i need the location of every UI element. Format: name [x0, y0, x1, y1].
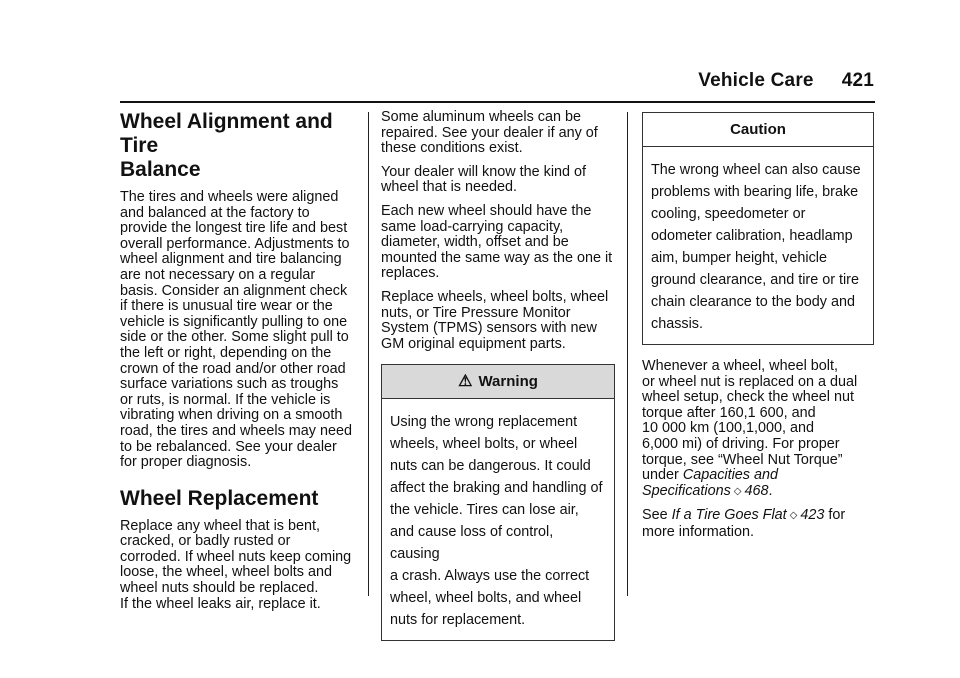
text-line: or ruts, is normal. If the vehicle is — [120, 391, 331, 408]
text-line: cooling, speedometer or — [651, 206, 806, 222]
text-line: diameter, width, offset and be — [381, 234, 569, 251]
load-capacity-paragraph — [381, 204, 615, 282]
text-line: 10 000 km (100,1,000, and — [642, 420, 815, 437]
text-line: problems with bearing life, brake — [651, 184, 859, 200]
replacement-paragraph — [120, 519, 358, 613]
heading-line: Wheel Alignment and Tire — [120, 110, 333, 157]
text-line: for proper diagnosis. — [120, 454, 252, 471]
text-line: vehicle is significantly pulling to one — [120, 313, 348, 330]
text-line: Replace any wheel that is bent, — [120, 517, 320, 534]
sentence-end: . — [768, 482, 773, 499]
text-line: surface variations such as troughs — [120, 376, 339, 393]
warning-icon: ⚠ — [458, 373, 473, 391]
text-line: same load-carrying capacity, — [381, 218, 564, 235]
warning-body — [382, 399, 614, 640]
text-line: road, the tires and wheels may need — [120, 422, 352, 439]
text-line: these conditions exist. — [381, 140, 523, 157]
text-line: or wheel nut is replaced on a dual — [642, 373, 858, 390]
torque-lines — [642, 358, 857, 468]
column-1 — [120, 110, 358, 620]
text-line: Some aluminum wheels can be — [381, 109, 581, 125]
running-header — [698, 70, 874, 92]
text-line: Each new wheel should have the — [381, 202, 592, 219]
caution-title: Caution — [643, 113, 873, 147]
text-line: wheel alignment and tire balancing — [120, 251, 342, 268]
text-line: provide the longest tire life and best — [120, 220, 348, 237]
text-line: torque after 160,1 600, and — [642, 404, 816, 421]
page-ref-icon: ◇ — [789, 510, 798, 522]
header-rule — [120, 101, 875, 103]
text-line: crown of the road and/or other road — [120, 360, 346, 377]
text-line: mounted the same way as the one it — [381, 249, 613, 266]
replace-parts-paragraph — [381, 290, 615, 352]
text-line: GM original equipment parts. — [381, 335, 566, 352]
heading-wheel-alignment — [120, 110, 358, 182]
text-line: 6,000 mi) of driving. For proper — [642, 435, 840, 452]
text-line: the vehicle. Tires can lose air, — [390, 502, 579, 519]
text-line: If the wheel leaks air, replace it. — [120, 595, 321, 612]
text-line: aim, bumper height, vehicle — [651, 250, 827, 266]
text-line: Replace wheels, wheel bolts, wheel — [381, 288, 609, 305]
warning-title-label: Warning — [478, 373, 538, 391]
caution-box — [642, 112, 874, 345]
warning-title — [382, 365, 614, 399]
text-line: wheels, wheel bolts, or wheel — [390, 436, 578, 453]
text-line: System (TPMS) sensors with new — [381, 320, 597, 337]
text-line: are not necessary on a regular — [120, 266, 316, 283]
column-2 — [381, 110, 615, 641]
heading-wheel-replacement: Wheel Replacement — [120, 486, 319, 510]
page-ref-423[interactable]: 423 — [800, 507, 825, 524]
text-line: to be rebalanced. See your dealer — [120, 438, 337, 455]
aluminum-paragraph — [381, 110, 615, 157]
column-3 — [642, 110, 874, 549]
text-line: if there is unusual tire wear or the — [120, 298, 333, 315]
text-line: nuts, or Tire Pressure Monitor — [381, 304, 571, 321]
text-line: and cause loss of control, causing — [390, 524, 554, 563]
text-line: Using the wrong replacement — [390, 414, 578, 431]
page-number: 421 — [841, 70, 874, 91]
dealer-paragraph — [381, 165, 615, 196]
caution-body — [643, 147, 873, 344]
specifications-link[interactable]: Specifications — [642, 482, 731, 499]
heading-line: Balance — [120, 158, 201, 181]
flat-tire-paragraph — [642, 508, 874, 540]
under-text: under — [642, 467, 683, 484]
text-line: repaired. See your dealer if any of — [381, 124, 598, 141]
text-line: torque, see “Wheel Nut Torque” — [642, 451, 843, 468]
text-line: wheel nuts should be replaced. — [120, 580, 319, 597]
text-line: nuts for replacement. — [390, 612, 526, 629]
text-line: loose, the wheel, wheel bolts and — [120, 564, 333, 581]
alignment-paragraph — [120, 190, 358, 471]
text-line: chain clearance to the body and — [651, 294, 856, 310]
column-divider-1 — [368, 112, 369, 596]
flat-tire-link[interactable]: If a Tire Goes Flat — [671, 507, 787, 524]
page-ref-468[interactable]: 468 — [744, 482, 769, 499]
text-line: The tires and wheels were aligned — [120, 189, 339, 205]
section-title: Vehicle Care — [698, 70, 814, 91]
text-line: wheel that is needed. — [381, 179, 518, 196]
text-line: ground clearance, and tire or tire — [651, 272, 859, 288]
text-line: overall performance. Adjustments to — [120, 235, 350, 252]
text-line: wheel setup, check the wheel nut — [642, 389, 854, 406]
text-line: Your dealer will know the kind of — [381, 163, 587, 180]
text-line: affect the braking and handling of — [390, 480, 603, 497]
text-line: chassis. — [651, 316, 703, 332]
text-line: vibrating when driving on a smooth — [120, 407, 343, 424]
text-line: Whenever a wheel, wheel bolt, — [642, 358, 838, 374]
torque-paragraph — [642, 359, 874, 500]
text-line: wheel, wheel bolts, and wheel — [390, 590, 582, 607]
warning-box — [381, 364, 615, 641]
text-line: odometer calibration, headlamp — [651, 228, 853, 244]
text-line: and balanced at the factory to — [120, 204, 310, 221]
text-line: a crash. Always use the correct — [390, 568, 590, 585]
text-line: basis. Consider an alignment check — [120, 282, 348, 299]
text-line: corroded. If wheel nuts keep coming — [120, 548, 352, 565]
text-line: cracked, or badly rusted or — [120, 533, 291, 550]
for-text: for — [824, 507, 846, 524]
text-line: The wrong wheel can also cause — [651, 162, 861, 178]
capacities-link[interactable]: Capacities and — [682, 467, 779, 484]
column-divider-2 — [627, 112, 628, 596]
text-line: nuts can be dangerous. It could — [390, 458, 591, 475]
text-line: replaces. — [381, 265, 440, 282]
more-info-text: more information. — [642, 523, 754, 540]
text-line: side or the other. Some slight pull to — [120, 329, 349, 346]
page-ref-icon: ◇ — [733, 485, 742, 497]
see-text: See — [642, 507, 672, 524]
text-line: the left or right, depending on the — [120, 344, 332, 361]
